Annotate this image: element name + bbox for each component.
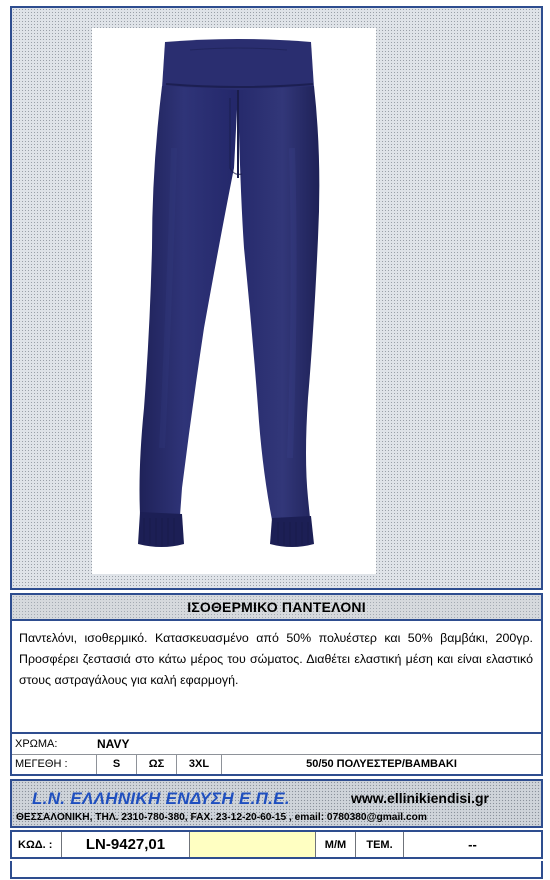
product-info-table bbox=[10, 732, 543, 776]
company-banner bbox=[10, 779, 543, 828]
product-title: ΙΣΟΘΕΡΜΙΚΟ ΠΑΝΤΕΛΟΝΙ bbox=[10, 593, 543, 621]
color-row bbox=[12, 734, 541, 755]
product-code-row bbox=[10, 830, 543, 859]
size-to-word: ΩΣ bbox=[137, 754, 177, 774]
material: 50/50 ΠΟΛΥΕΣΤΕΡ/ΒΑΜΒΑΚΙ bbox=[306, 758, 457, 770]
sizes-row bbox=[12, 754, 541, 774]
sizes-label: ΜΕΓΕΘΗ : bbox=[12, 754, 97, 774]
footer-strip bbox=[10, 861, 543, 879]
color-value: NAVY bbox=[97, 737, 130, 751]
unit-label: Μ/Μ bbox=[316, 832, 356, 857]
company-name: L.N. ΕΛΛΗΝΙΚΗ ΕΝΔΥΣΗ Ε.Π.Ε. bbox=[32, 789, 290, 808]
quantity-input[interactable] bbox=[190, 832, 316, 857]
product-code: LN-9427,01 bbox=[62, 832, 190, 857]
company-website[interactable]: www.ellinikiendisi.gr bbox=[351, 790, 489, 806]
pieces-label: ΤΕΜ. bbox=[356, 832, 404, 857]
product-description-panel bbox=[10, 621, 543, 732]
size-from: S bbox=[97, 754, 137, 774]
pieces-value: -- bbox=[468, 837, 477, 852]
color-label: ΧΡΩΜΑ: bbox=[15, 738, 58, 750]
product-description: Παντελόνι, ισοθερμικό. Κατασκευασμένο από 50% πολυέστερ και 50% βαμβάκι, 200γρ. Προσφέρει ζεστασιά στο κάτω μέρος του σώματος. Διαθέτει ελαστική μέση και είναι ελαστικό στους αστραγάλους για καλή εφαρμογή. bbox=[19, 631, 533, 687]
product-photo bbox=[92, 28, 376, 574]
company-contact-line: ΘΕΣΣΑΛΟΝΙΚΗ, ΤΗΛ. 2310-780-380, FAX. 23-12-20-60-15 , email: 0780380@gmail.com bbox=[16, 812, 427, 823]
thermal-trousers-image bbox=[92, 28, 376, 574]
code-label: ΚΩΔ. : bbox=[12, 832, 62, 857]
size-to: 3XL bbox=[177, 754, 222, 774]
